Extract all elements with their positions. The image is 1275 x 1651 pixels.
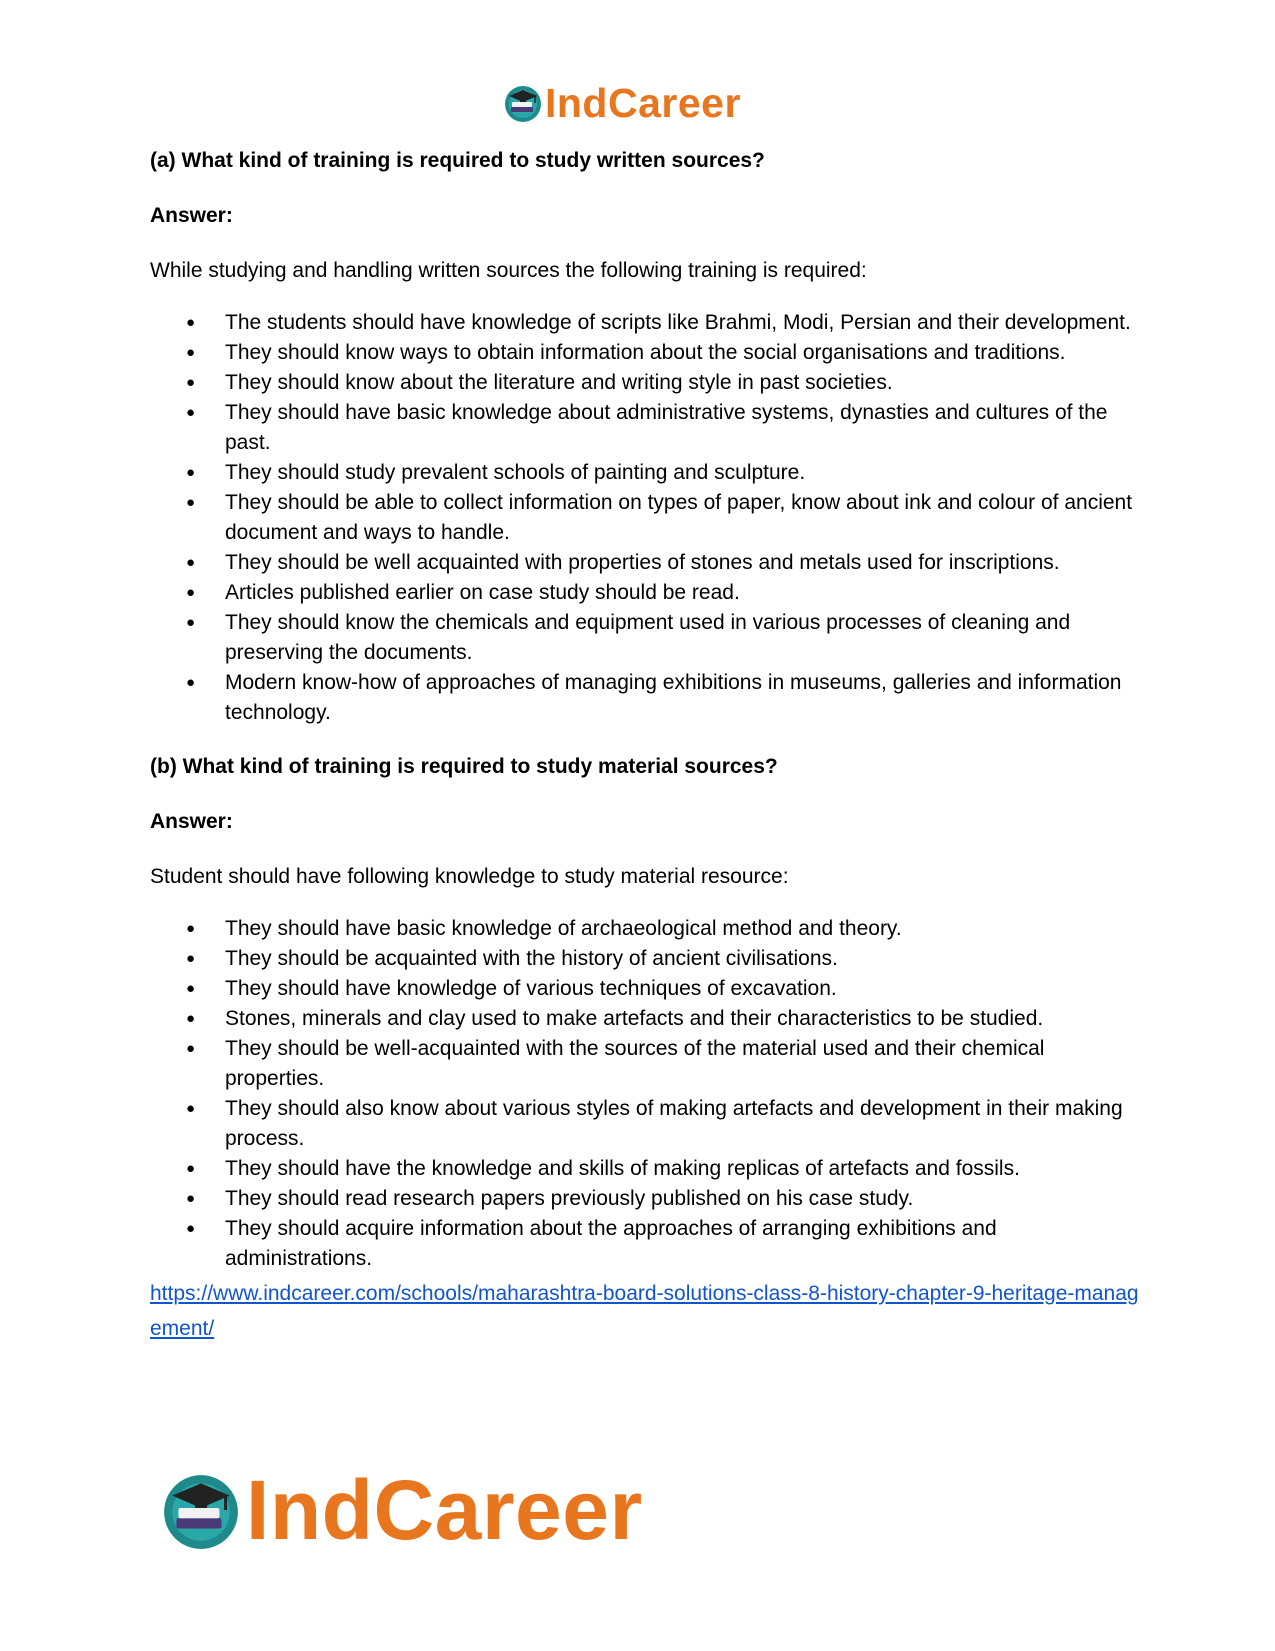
question-a: (a) What kind of training is required to study written sources?: [150, 149, 765, 172]
list-item: ● They should be well-acquainted with the sources of the material used and their chemical properties.: [150, 1034, 1140, 1094]
list-item: ● They should also know about various styles of making artefacts and development in their making process.: [150, 1094, 1140, 1154]
answer-intro-b: Student should have following knowledge to study material resource:: [150, 865, 789, 888]
list-item: ● They should have knowledge of various techniques of excavation.: [150, 974, 1140, 1004]
list-item: ● They should be acquainted with the history of ancient civilisations.: [150, 944, 1140, 974]
main-content: [150, 146, 1140, 1346]
list-item: ● They should have the knowledge and skills of making replicas of artefacts and fossils.: [150, 1154, 1140, 1184]
list-item: ● Stones, minerals and clay used to make artefacts and their characteristics to be studied.: [150, 1004, 1140, 1034]
list-item: ● They should acquire information about the approaches of arranging exhibitions and administrations.: [150, 1214, 1140, 1274]
graduation-cap-book-icon: [503, 83, 543, 123]
logo-wordmark: IndCareer: [246, 1463, 643, 1557]
answer-label-a: Answer:: [150, 204, 233, 227]
answer-label-b: Answer:: [150, 810, 233, 833]
graduation-cap-book-icon: [160, 1469, 242, 1551]
list-item: ● They should be able to collect information on types of paper, know about ink and colour of ancient document and ways to handle.: [150, 488, 1140, 548]
list-item: ● They should know ways to obtain information about the social organisations and traditions.: [150, 338, 1140, 368]
list-item: ● They should know about the literature and writing style in past societies.: [150, 368, 1140, 398]
logo-wordmark: IndCareer: [545, 79, 741, 126]
source-link[interactable]: https://www.indcareer.com/schools/maharashtra-board-solutions-class-8-history-chapter-9-heritage-management/: [150, 1282, 1139, 1340]
list-item: ● Modern know-how of approaches of managing exhibitions in museums, galleries and information technology.: [150, 668, 1140, 728]
list-item: ● Articles published earlier on case study should be read.: [150, 578, 1140, 608]
list-item: ● They should read research papers previously published on his case study.: [150, 1184, 1140, 1214]
training-list-material: [150, 914, 1140, 1274]
indcareer-logo-footer: [160, 1465, 643, 1555]
answer-intro-a: While studying and handling written sources the following training is required:: [150, 259, 867, 282]
indcareer-logo-header: [503, 80, 741, 126]
list-item: ● They should have basic knowledge of archaeological method and theory.: [150, 914, 1140, 944]
list-item: ● They should have basic knowledge about administrative systems, dynasties and cultures of the past.: [150, 398, 1140, 458]
question-b: (b) What kind of training is required to study material sources?: [150, 755, 778, 778]
list-item: ● The students should have knowledge of scripts like Brahmi, Modi, Persian and their development.: [150, 308, 1140, 338]
training-list-written: [150, 308, 1140, 728]
list-item: ● They should study prevalent schools of painting and sculpture.: [150, 458, 1140, 488]
list-item: ● They should be well acquainted with properties of stones and metals used for inscriptions.: [150, 548, 1140, 578]
list-item: ● They should know the chemicals and equipment used in various processes of cleaning and preserving the documents.: [150, 608, 1140, 668]
